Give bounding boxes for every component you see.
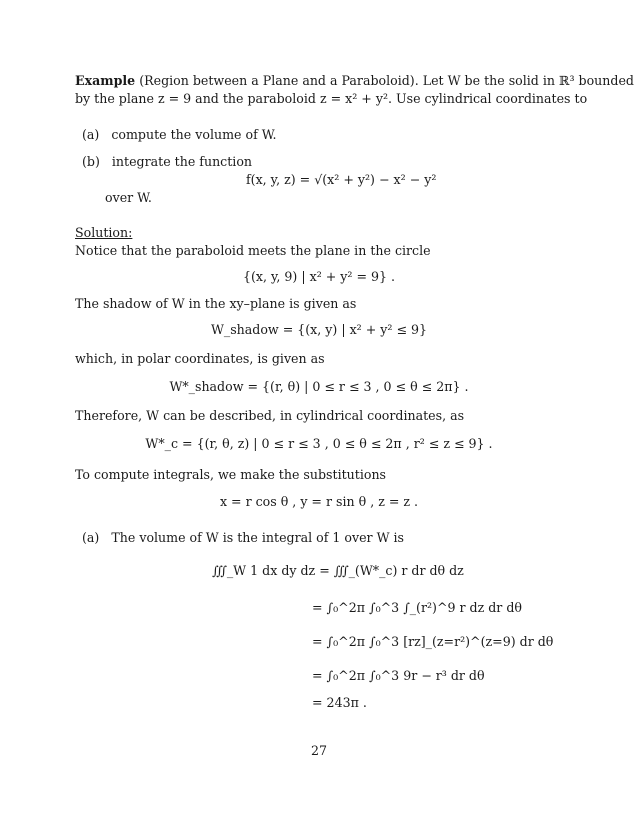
example-label: Example: [75, 73, 136, 88]
page-number: 27: [310, 743, 328, 758]
equation-shadow-polar: W*_shadow = {(r, θ) | 0 ≤ r ≤ 3 , 0 ≤ θ ≤ 2π} .: [169, 379, 469, 394]
solution-paragraph-4: Therefore, W can be described, in cylindrical coordinates, as: [75, 408, 465, 423]
part-a-item: [82, 127, 276, 143]
solution-paragraph-1: Notice that the paraboloid meets the plane in the circle: [75, 243, 431, 258]
example-line-1: [75, 73, 634, 89]
volume-step-2: = ∫₀^2π ∫₀^3 ∫_(r²)^9 r dz dr dθ: [312, 600, 522, 615]
solution-paragraph-2: The shadow of W in the xy–plane is given as: [75, 296, 357, 311]
part-b-item: [82, 154, 252, 170]
equation-circle: {(x, y, 9) | x² + y² = 9} .: [242, 269, 396, 284]
solution-heading: Solution:: [75, 225, 133, 240]
example-title: (Region between a Plane and a Paraboloid).: [139, 73, 419, 88]
volume-step-3: = ∫₀^2π ∫₀^3 [rz]_(z=r²)^(z=9) dr dθ: [312, 634, 554, 649]
over-w-text: over W.: [105, 190, 152, 205]
volume-step-4: = ∫₀^2π ∫₀^3 9r − r³ dr dθ: [312, 668, 485, 683]
equation-cylindrical-region: W*_c = {(r, θ, z) | 0 ≤ r ≤ 3 , 0 ≤ θ ≤ 2π , r² ≤ z ≤ 9} .: [145, 436, 493, 451]
example-line-1-rest: Let W be the solid in ℝ³ bounded: [422, 73, 634, 88]
solution-paragraph-3: which, in polar coordinates, is given as: [75, 351, 325, 366]
function-formula: f(x, y, z) = √(x² + y²) − x² − y²: [246, 172, 437, 187]
part-b-text: integrate the function: [111, 154, 253, 169]
equation-shadow: W_shadow = {(x, y) | x² + y² ≤ 9}: [210, 322, 428, 337]
solution-paragraph-5: To compute integrals, we make the substitutions: [75, 467, 387, 482]
part-b-label: (b): [82, 154, 100, 169]
solution-part-a-text: The volume of W is the integral of 1 over W is: [111, 530, 405, 545]
volume-result: = 243π .: [312, 695, 367, 710]
example-line-2: by the plane z = 9 and the paraboloid z = x² + y². Use cylindrical coordinates to: [75, 91, 588, 106]
volume-step-1: ∭_W 1 dx dy dz = ∭_(W*_c) r dr dθ dz: [212, 563, 464, 578]
solution-part-a-intro: [82, 530, 404, 546]
equation-substitutions: x = r cos θ , y = r sin θ , z = z .: [219, 494, 419, 509]
part-a-label: (a): [82, 127, 100, 142]
solution-part-a-label: (a): [82, 530, 100, 545]
part-a-text: compute the volume of W.: [111, 127, 277, 142]
